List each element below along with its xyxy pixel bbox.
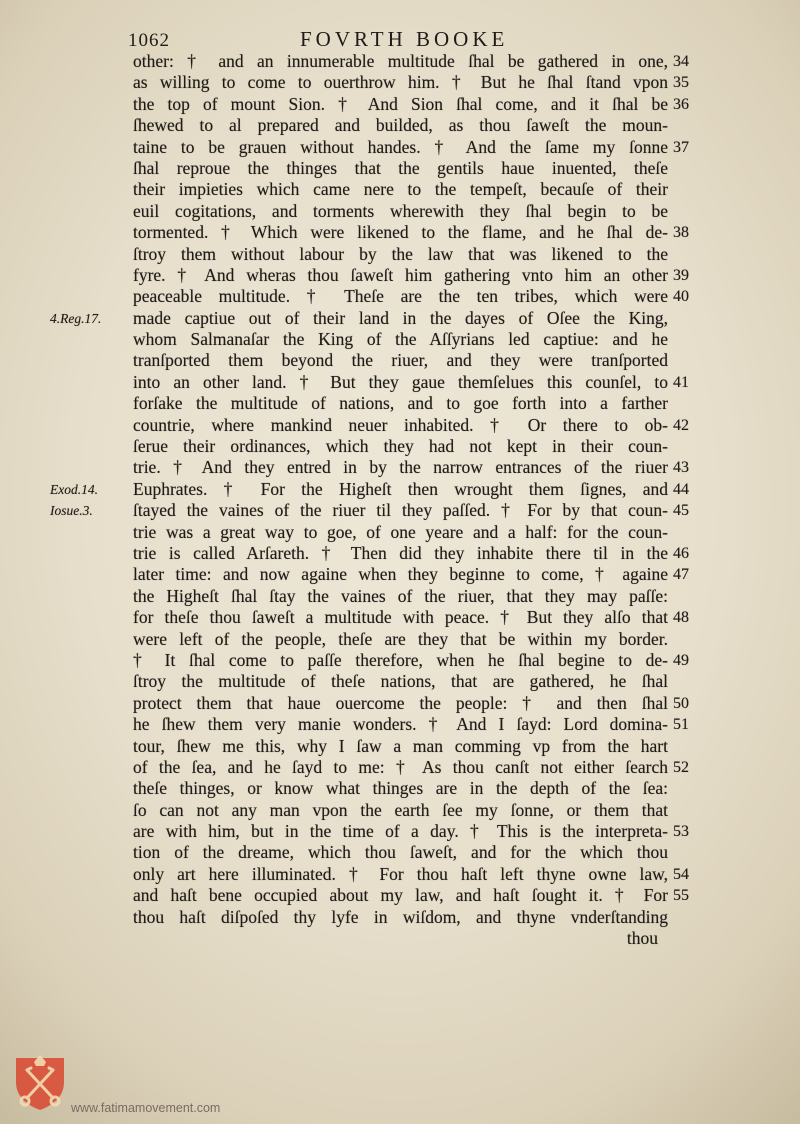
line-text: made captiue out of their land in the dayes of Oſee the King, [133, 307, 668, 328]
verse-number: 51 [673, 716, 689, 734]
verse-number: 46 [673, 544, 689, 562]
line-text: tour, ſhew me this, why I ſaw a man comming vp from the hart [133, 735, 668, 756]
verse-number: 37 [673, 138, 689, 156]
text-line [133, 201, 668, 222]
margin-note: Exod.14. [50, 481, 98, 497]
text-line [133, 800, 668, 821]
line-text: of the ſea, and he ſayd to me: † As thou canſt not either ſearch [133, 756, 668, 777]
text-line [133, 821, 689, 842]
line-text: peaceable multitude. † Theſe are the ten tribes, which were [133, 286, 668, 307]
text-line [133, 671, 668, 692]
line-text: ſtayed the vaines of the riuer til they paſſed. † For by that coun- [133, 500, 668, 521]
line-text: trie is called Arſareth. † Then did they inhabite there til in the [133, 542, 668, 563]
text-line [133, 136, 689, 158]
line-text: are with him, but in the time of a day. † This is the interpreta- [133, 821, 668, 842]
verse-number: 44 [673, 480, 689, 498]
line-text: thou haſt diſpoſed thy lyfe in wiſdom, and thyne vnderſtanding [133, 906, 668, 927]
line-text: and haſt bene occupied about my law, and haſt ſought it. † For [133, 885, 668, 906]
line-text: ſhal reproue the thinges that the gentils haue inuented, theſe [133, 157, 668, 178]
line-text: forſake the multitude of nations, and to goe forth into a farther [133, 393, 668, 414]
line-text: ſtroy the multitude of theſe nations, that are gathered, he ſhal [133, 671, 668, 692]
line-text: ſo can not any man vpon the earth ſee my ſonne, or them that [133, 799, 668, 820]
text-line [133, 286, 689, 307]
verse-number: 41 [673, 373, 689, 391]
text-line [133, 756, 689, 778]
line-text: only art here illuminated. † For thou haſt left thyne owne law, [133, 863, 668, 884]
verse-number: 35 [673, 74, 689, 92]
text-line [133, 863, 689, 885]
verse-number: 43 [673, 459, 689, 477]
text-line [133, 586, 668, 607]
verse-number: 40 [673, 288, 689, 306]
verse-number: 36 [673, 95, 689, 113]
margin-note: 4.Reg.17. [50, 310, 102, 326]
line-text: for theſe thou ſaweſt a multitude with peace. † But they alſo that [133, 607, 668, 628]
text-line [133, 393, 668, 414]
watermark-url: www.fatimamovement.com [71, 1101, 221, 1115]
text-line [133, 736, 668, 757]
text-line [133, 264, 689, 286]
text-line [133, 522, 668, 543]
line-text: whom Salmanaſar the King of the Aſſyrians led captiue: and he [133, 329, 668, 350]
line-text: fyre. † And wheras thou ſaweſt him gathering vnto him an other [133, 264, 668, 285]
line-text: tormented. † Which were likened to the flame, and he ſhal de- [133, 222, 668, 243]
line-text: the top of mount Sion. † And Sion ſhal come, and it ſhal be [133, 93, 668, 114]
text-line [50, 307, 668, 329]
text-line [133, 457, 689, 478]
text-line [133, 714, 689, 735]
line-text: ſtroy them without labour by the law that was likened to the [133, 243, 668, 264]
verse-number: 47 [673, 566, 689, 584]
text-line [133, 244, 668, 265]
line-text: euil cogitations, and torments wherewith they ſhal begin to be [133, 200, 668, 221]
text-line [133, 842, 668, 863]
line-text: ſerue their ordinances, which they had not kept in their coun- [133, 436, 668, 457]
text-line [133, 778, 668, 799]
text-line [133, 72, 689, 93]
text-line [133, 222, 689, 243]
text-line [133, 51, 689, 72]
verse-number: 50 [673, 694, 689, 712]
line-text: † It ſhal come to paſſe therefore, when he ſhal begine to de- [133, 649, 668, 670]
text-line [133, 436, 668, 457]
verse-number: 48 [673, 609, 689, 627]
text-line [133, 329, 668, 350]
page-header [128, 27, 688, 53]
line-text: protect them that haue ouercome the people: † and then ſhal [133, 692, 668, 713]
verse-number: 49 [673, 651, 689, 669]
line-text: other: † and an innumerable multitude ſhal be gathered in one, [133, 51, 668, 71]
text-line [133, 542, 689, 564]
line-text: were left of the people, theſe are they that be within my border. [133, 628, 668, 649]
verse-number: 52 [673, 758, 689, 776]
text-line [133, 564, 689, 585]
verse-number: 45 [673, 502, 689, 520]
text-line [133, 607, 689, 628]
line-text: countrie, where mankind neuer inhabited. † Or there to ob- [133, 414, 668, 435]
text-line [133, 414, 689, 436]
text-line [133, 93, 689, 115]
page-number: 1062 [128, 30, 170, 51]
text-line [133, 371, 689, 393]
text-line [133, 649, 689, 671]
line-text: the Higheſt ſhal ſtay the vaines of the riuer, that they may paſſe: [133, 585, 668, 606]
text-line [133, 629, 668, 650]
line-text: into an other land. † But they gaue themſelues this counſel, to [133, 371, 668, 392]
text-line [133, 907, 668, 928]
running-title: FOVRTH BOOKE [300, 27, 509, 51]
verse-number: 53 [673, 823, 689, 841]
verse-number: 54 [673, 865, 689, 883]
text-line [50, 500, 689, 521]
margin-note: Iosue.3. [50, 503, 93, 519]
text-line [133, 885, 689, 906]
text-block [50, 51, 689, 949]
verse-number: 38 [673, 224, 689, 242]
line-text: trie was a great way to goe, of one yeare and a half: for the coun- [133, 521, 668, 542]
line-text: theſe thinges, or know what thinges are in the depth of the ſea: [133, 778, 668, 799]
catchword: thou [626, 928, 658, 949]
verse-number: 34 [673, 53, 689, 70]
line-text: taine to be grauen without handes. † And the ſame my ſonne [133, 136, 668, 157]
line-text: he ſhew them very manie wonders. † And I ſayd: Lord domina- [133, 714, 668, 735]
line-text: later time: and now againe when they beginne to come, † againe [133, 564, 668, 585]
line-text: as willing to come to ouerthrow him. † But he ſhal ſtand vpon [133, 72, 668, 93]
text-line [133, 692, 689, 714]
text-line [133, 115, 668, 136]
papal-keys-shield-logo [12, 1052, 68, 1112]
line-text: tion of the dreame, which thou ſaweſt, and for the which thou [133, 842, 668, 863]
line-text: tranſported them beyond the riuer, and they were tranſported [133, 350, 668, 371]
catchword-line [133, 928, 668, 949]
text-line [133, 350, 668, 371]
text-line [133, 179, 668, 200]
verse-number: 55 [673, 887, 689, 905]
text-line [133, 158, 668, 179]
text-line [50, 478, 689, 500]
verse-number: 42 [673, 416, 689, 434]
line-text: ſhewed to al prepared and builded, as thou ſaweſt the moun- [133, 115, 668, 136]
line-text: trie. † And they entred in by the narrow entrances of the riuer [133, 457, 668, 478]
verse-number: 39 [673, 266, 689, 284]
line-text: Euphrates. † For the Higheſt then wrought them ſignes, and [133, 478, 668, 499]
line-text: their impieties which came nere to the tempeſt, becauſe of their [133, 179, 668, 200]
